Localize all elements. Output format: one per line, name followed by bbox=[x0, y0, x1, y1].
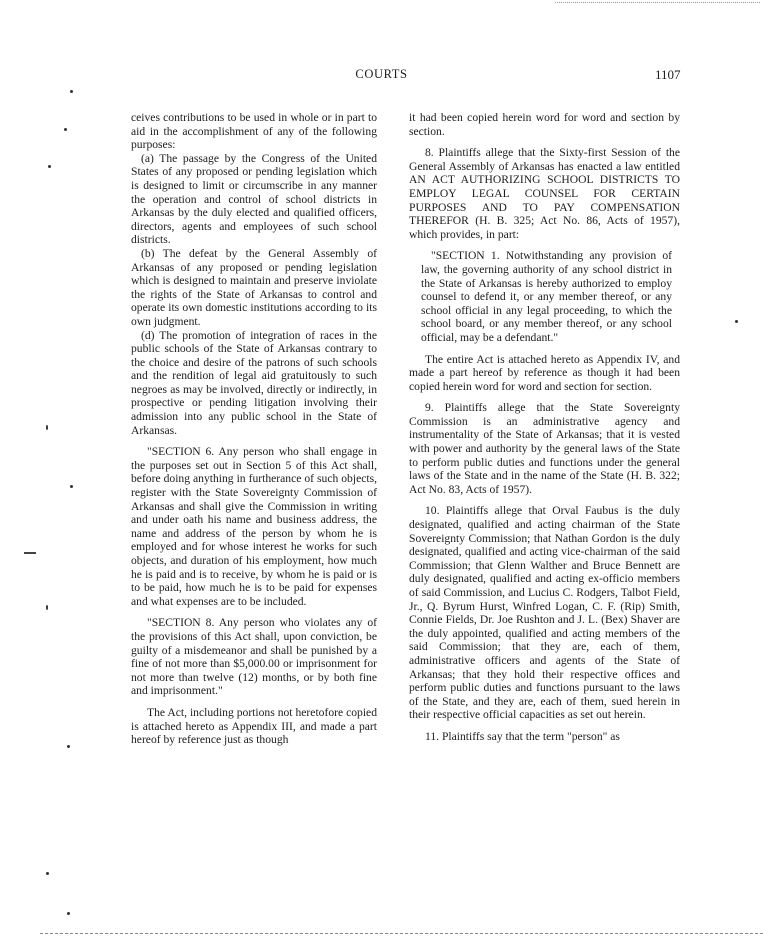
scan-speck bbox=[67, 912, 70, 915]
scan-speck bbox=[48, 165, 51, 168]
scan-speck bbox=[70, 90, 73, 93]
left-column bbox=[131, 111, 377, 747]
right-para-11: 11. Plaintiffs say that the term "person" as bbox=[425, 729, 620, 743]
left-para-item-d: (d) The promotion of integration of races in the public schools of the State of Arkansas contrary to the choice and desire of the patrons of such schools and the rendition of legal aid gratuitously to such negroes as may be involved, directly or indirectly, in prospective or pending litigation involving their admission into any public school in the State of Arkansas. bbox=[131, 328, 377, 437]
scan-dash bbox=[24, 552, 36, 554]
scan-speck bbox=[64, 128, 67, 131]
scan-speck bbox=[46, 872, 49, 875]
left-para-section-8: "SECTION 8. Any person who violates any of the provisions of this Act shall, upon conviction, be guilty of a misdemeanor and shall be punished by a fine of not more than $5,000.00 or imprisonment for not more than twelve (12) months, or by both fine and imprisonment." bbox=[131, 616, 377, 698]
scan-speck bbox=[735, 320, 738, 323]
scan-speck bbox=[70, 485, 73, 488]
left-para-item-a: (a) The passage by the Congress of the United States of any proposed or pending legislation which is designed to limit or circumscribe in any manner the operation and control of school districts in Arkansas by the duly elected and qualified officers, directors, agents and employees of such school districts. bbox=[131, 151, 377, 247]
left-para-act-appendix: The Act, including portions not heretofore copied is attached hereto as Appendix III, and made a part hereof by reference just as though bbox=[131, 705, 377, 747]
scan-speck bbox=[46, 425, 48, 430]
running-title: COURTS bbox=[355, 67, 408, 81]
right-para-10: 10. Plaintiffs allege that Orval Faubus is the duly designated, qualified and acting chairman of the State Sovereignty Commission; that Nathan Gordon is the duly designated, qualified and acting vice-chairman of the said Commission; that Glenn Walther and Bruce Bennett are duly designated, qualified and acting ex-officio members of said Commission, and Lucius C. Rodgers, Talbot Field, Jr., Q. Byrum Hurst, Winfred Logan, C. F. (Rip) Smith, Connie Fields, Dr. Joe Rushton and J. L. (Bex) Shaver are the duly appointed, qualified and acting members of the said Commission; that they are, each of them, administrative officers and agents of the State of Arkansas; that they hold their respective offices and perform public duties and functions pursuant to the laws of the State, and they are, each of them, sued herein in their respective official capacities as set out herein. bbox=[409, 504, 680, 722]
scan-top-rule bbox=[555, 2, 760, 3]
right-para-continuation: it had been copied herein word for word and section by section. bbox=[409, 111, 680, 138]
right-para-9: 9. Plaintiffs allege that the State Sovereignty Commission is an administrative agency and instrumentality of the State of Arkansas; that it is vested with power and authority by the general laws of the State to perform public duties and functions under the general laws of the State and in the name of the State (H. B. 322; Act No. 83, Acts of 1957). bbox=[409, 401, 680, 496]
right-column bbox=[409, 111, 680, 744]
right-para-appendix-iv: The entire Act is attached hereto as Appendix IV, and made a part hereof by reference as though it had been copied herein word for word and section for section. bbox=[409, 352, 680, 393]
left-para-item-b: (b) The defeat by the General Assembly of Arkansas of any proposed or pending legislation which is designed to maintain and preserve inviolate the rights of the State of Arkansas to control and operate its own domestic institutions according to its own judgment. bbox=[131, 246, 377, 328]
right-para-section-1-quote: "SECTION 1. Notwithstanding any provision of law, the governing authority of any school district in the State of Arkansas is hereby authorized to employ counsel to defend it, or any member thereof, or any school official in any legal proceeding, to which the school board, or any member thereof, or any school official, may be a defendant." bbox=[421, 249, 672, 344]
scan-speck bbox=[46, 605, 48, 610]
left-para-section-6: "SECTION 6. Any person who shall engage in the purposes set out in Section 5 of this Act shall, before doing anything in furtherance of such objects, register with the State Sovereignty Commission of Arkansas and shall give the Commission in writing and under oath his name and business address, the name and address of the person by whom he is employed and for whose interest he works for such objects, and duration of his employment, how much he is paid and is to receive, by whom he is paid or is to be paid, how much he is to be paid for expenses and what expenses are to be included. bbox=[131, 445, 377, 608]
scan-speck bbox=[67, 745, 70, 748]
page-number: 1107 bbox=[655, 67, 681, 82]
left-para-continuation: ceives contributions to be used in whole or in part to aid in the accomplishment of any of the following purposes: bbox=[131, 111, 377, 152]
right-para-8: 8. Plaintiffs allege that the Sixty-first Session of the General Assembly of Arkansas has enacted a law entitled AN ACT AUTHORIZING SCHOOL DISTRICTS TO EMPLOY LEGAL COUNSEL FOR CERTAIN PURPOSES AND TO PAY COMPENSATION THEREFOR (H. B. 325; Act No. 86, Acts of 1957), which provides, in part: bbox=[409, 146, 680, 241]
scan-bottom-rule bbox=[40, 933, 763, 934]
